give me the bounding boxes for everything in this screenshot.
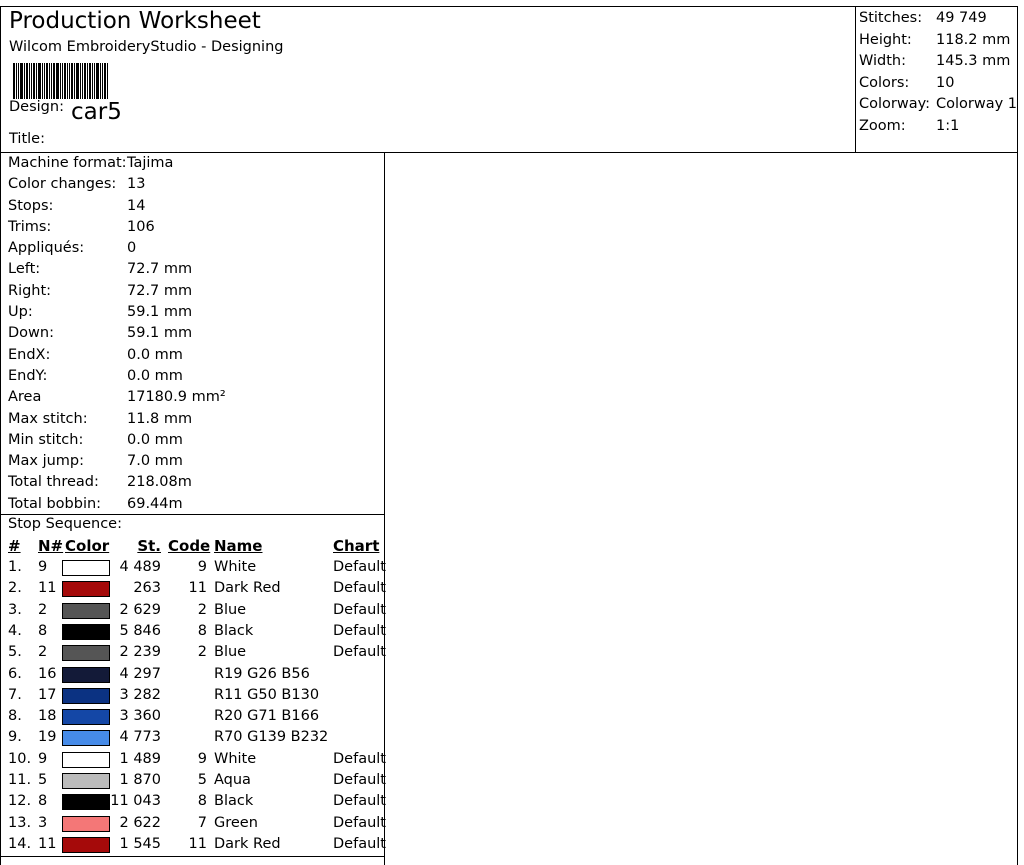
machine-stats-panel (0, 153, 385, 515)
header-code: Code (168, 537, 211, 555)
header-needle: N# (38, 537, 64, 555)
barcode-bar (62, 63, 63, 99)
stitch-count: 1 870 (119, 772, 161, 788)
stitch-count: 2 629 (119, 601, 161, 618)
stop-row (1, 685, 385, 706)
stat-value: Tajima (127, 155, 174, 171)
summary-row (859, 94, 1017, 116)
thread-name: White (214, 750, 257, 767)
thread-name: Dark Red (214, 580, 281, 597)
thread-name: R19 G26 B56 (214, 665, 310, 682)
thread-name: Aqua (214, 772, 251, 788)
barcode-bar (94, 63, 95, 99)
barcode-bar (96, 63, 99, 99)
needle-number: 3 (38, 814, 48, 831)
barcode-bar (69, 63, 70, 99)
stop-row (1, 749, 385, 770)
thread-chart: Default (333, 835, 386, 852)
thread-name: Green (214, 814, 258, 831)
stop-row (1, 600, 385, 621)
stop-row (1, 813, 385, 834)
design-preview-area (385, 153, 1018, 865)
thread-code: 2 (197, 601, 207, 618)
barcode-bar (64, 63, 66, 99)
thread-name: Black (214, 622, 254, 639)
stat-label: Down: (8, 325, 54, 342)
stat-row (1, 196, 384, 217)
stat-value: 17180.9 mm² (127, 389, 226, 406)
stat-value: 13 (127, 176, 146, 193)
stitch-count: 4 489 (119, 559, 161, 575)
barcode-bar (26, 63, 28, 99)
barcode-bar (20, 63, 23, 99)
color-swatch (62, 794, 110, 810)
thread-chart: Default (333, 622, 386, 639)
stat-label: Right: (8, 282, 52, 299)
needle-number: 18 (38, 708, 57, 725)
worksheet-header (0, 6, 1018, 153)
stat-value: 14 (127, 197, 146, 214)
summary-label: Height: (859, 31, 912, 48)
thread-code: 11 (188, 835, 207, 852)
stat-label: Up: (8, 304, 33, 321)
stop-row (1, 770, 385, 791)
stat-row (1, 345, 384, 366)
stat-row (1, 472, 384, 493)
app-subtitle: Wilcom EmbroideryStudio - Designing (9, 39, 284, 55)
summary-row (859, 8, 987, 30)
stop-number: 3. (8, 601, 22, 618)
stop-row (1, 664, 385, 685)
color-swatch (62, 752, 110, 768)
thread-code: 9 (197, 559, 207, 575)
stop-number: 1. (8, 559, 22, 575)
stat-label: Min stitch: (8, 431, 84, 448)
stitch-count: 3 282 (119, 686, 161, 703)
barcode-bar (82, 63, 83, 99)
color-swatch (62, 581, 110, 597)
stat-row (1, 323, 384, 344)
needle-number: 8 (38, 622, 48, 639)
needle-number: 16 (38, 665, 57, 682)
stat-row (1, 174, 384, 195)
color-swatch (62, 645, 110, 661)
header-color: Color (65, 537, 110, 555)
summary-value: 145.3 mm (936, 53, 1011, 69)
barcode-bar (67, 63, 68, 99)
page-title: Production Worksheet (9, 8, 261, 34)
barcode-bar (102, 63, 103, 99)
stop-number: 4. (8, 622, 22, 639)
barcode-bar (33, 63, 35, 99)
page-bottom-edge (0, 857, 385, 865)
stitch-count: 1 545 (119, 835, 161, 852)
header-stitches: St. (137, 537, 161, 555)
summary-label: Colorway: (859, 96, 931, 112)
color-swatch (62, 730, 110, 746)
stop-row (1, 557, 385, 578)
summary-row (859, 73, 954, 95)
stat-label: Color changes: (8, 176, 117, 193)
thread-code: 8 (197, 793, 207, 810)
barcode-bar (71, 63, 73, 99)
barcode-bar (49, 63, 50, 99)
header-chart: Chart (333, 537, 380, 555)
color-swatch (62, 688, 110, 704)
thread-chart: Default (333, 793, 386, 810)
thread-name: White (214, 559, 257, 575)
thread-chart: Default (333, 814, 386, 831)
barcode-bar (104, 63, 106, 99)
color-swatch (62, 773, 110, 789)
color-swatch (62, 624, 110, 640)
needle-number: 9 (38, 559, 48, 575)
color-swatch (62, 667, 110, 683)
stat-label: Appliqués: (8, 240, 85, 257)
thread-name: R11 G50 B130 (214, 686, 320, 703)
summary-label: Width: (859, 53, 907, 69)
thread-chart: Default (333, 601, 386, 618)
stitch-count: 11 043 (110, 793, 161, 810)
stop-sequence-panel (0, 515, 385, 857)
stat-label: EndX: (8, 346, 51, 363)
summary-panel (855, 7, 1018, 152)
stat-label: Left: (8, 261, 41, 278)
barcode-bar (16, 63, 17, 99)
barcode-bar (13, 63, 15, 99)
stat-value: 0.0 mm (127, 431, 183, 448)
stat-row (1, 494, 384, 515)
barcode-bar (24, 63, 25, 99)
stat-row (1, 430, 384, 451)
needle-number: 11 (38, 835, 57, 852)
thread-name: R20 G71 B166 (214, 708, 320, 725)
stat-value: 0.0 mm (127, 346, 183, 363)
needle-number: 5 (38, 772, 48, 788)
stat-row (1, 153, 384, 174)
stat-value: 69.44m (127, 495, 183, 512)
stat-value: 72.7 mm (127, 282, 193, 299)
stitch-count: 4 773 (119, 729, 161, 746)
barcode-bar (29, 63, 30, 99)
stat-value: 106 (127, 218, 155, 235)
color-swatch (62, 709, 110, 725)
color-swatch (62, 603, 110, 619)
stop-number: 6. (8, 665, 22, 682)
stat-value: 59.1 mm (127, 304, 193, 321)
stat-label: EndY: (8, 367, 48, 384)
stat-row (1, 387, 384, 408)
stop-row (1, 621, 385, 642)
stat-row (1, 281, 384, 302)
color-swatch (62, 816, 110, 832)
barcode-bar (42, 63, 43, 99)
thread-name: Dark Red (214, 835, 281, 852)
needle-number: 9 (38, 750, 48, 767)
stop-row (1, 727, 385, 748)
color-swatch (62, 560, 110, 576)
stat-value: 72.7 mm (127, 261, 193, 278)
stat-value: 218.08m (127, 474, 192, 491)
stat-row (1, 238, 384, 259)
stat-row (1, 302, 384, 323)
barcode-bar (84, 63, 86, 99)
stop-number: 12. (8, 793, 32, 810)
stat-value: 11.8 mm (127, 410, 193, 427)
thread-code: 8 (197, 622, 207, 639)
stat-row (1, 217, 384, 238)
barcode-bar (87, 63, 88, 99)
stat-value: 0 (127, 240, 137, 257)
barcode-bar (107, 63, 108, 99)
summary-value: 49 749 (936, 10, 987, 26)
stat-row (1, 259, 384, 280)
barcode-bar (38, 63, 41, 99)
stop-number: 13. (8, 814, 32, 831)
stat-value: 0.0 mm (127, 367, 183, 384)
stat-label: Machine format: (8, 155, 127, 171)
thread-name: Black (214, 793, 254, 810)
summary-value: 1:1 (936, 117, 960, 134)
thread-code: 7 (197, 814, 207, 831)
stitch-count: 5 846 (119, 622, 161, 639)
design-label: Design: (9, 99, 64, 115)
needle-number: 2 (38, 644, 48, 661)
stop-number: 5. (8, 644, 22, 661)
stat-row (1, 451, 384, 472)
needle-number: 19 (38, 729, 57, 746)
needle-number: 8 (38, 793, 48, 810)
stop-number: 2. (8, 580, 22, 597)
stitch-count: 4 297 (119, 665, 161, 682)
barcode-bar (56, 63, 59, 99)
stop-number: 11. (8, 772, 32, 788)
stop-row (1, 578, 385, 599)
thread-name: R70 G139 B232 (214, 729, 329, 746)
barcode-bar (74, 63, 75, 99)
stat-label: Max stitch: (8, 410, 88, 427)
barcode-bar (53, 63, 55, 99)
thread-name: Blue (214, 644, 247, 661)
thread-chart: Default (333, 559, 386, 575)
barcode-bar (92, 63, 93, 99)
stop-number: 9. (8, 729, 22, 746)
stop-sequence-title: Stop Sequence: (8, 516, 122, 532)
summary-value: 10 (936, 74, 955, 91)
barcode-bar (46, 63, 48, 99)
stat-label: Total thread: (8, 474, 99, 491)
summary-label: Stitches: (859, 10, 923, 26)
stop-number: 10. (8, 750, 32, 767)
stitch-count: 1 489 (119, 750, 161, 767)
stat-label: Area (8, 389, 42, 406)
barcode-bar (100, 63, 101, 99)
barcode-bar (76, 63, 79, 99)
design-name: car5 (71, 99, 122, 125)
color-swatch (62, 837, 110, 853)
stat-value: 7.0 mm (127, 453, 183, 470)
barcode-bar (80, 63, 81, 99)
stop-number: 7. (8, 686, 22, 703)
thread-chart: Default (333, 580, 386, 597)
title-label: Title: (9, 131, 45, 147)
summary-value: 118.2 mm (936, 31, 1011, 48)
stop-number: 8. (8, 708, 22, 725)
needle-number: 11 (38, 580, 57, 597)
stop-sequence-header (1, 536, 385, 557)
stop-row (1, 791, 385, 812)
barcode-bar (89, 63, 91, 99)
summary-row (859, 30, 1010, 52)
thread-code: 2 (197, 644, 207, 661)
stitch-count: 263 (133, 580, 161, 597)
stop-number: 14. (8, 835, 32, 852)
stitch-count: 2 239 (119, 644, 161, 661)
thread-chart: Default (333, 644, 386, 661)
stat-row (1, 366, 384, 387)
needle-number: 2 (38, 601, 48, 618)
summary-row (859, 116, 959, 138)
thread-code: 9 (197, 750, 207, 767)
stitch-count: 3 360 (119, 708, 161, 725)
thread-code: 11 (188, 580, 207, 597)
stat-value: 59.1 mm (127, 325, 193, 342)
barcode-bar (60, 63, 61, 99)
stat-row (1, 409, 384, 430)
stat-label: Trims: (8, 218, 52, 235)
stitch-count: 2 622 (119, 814, 161, 831)
thread-chart: Default (333, 772, 386, 788)
thread-code: 5 (197, 772, 207, 788)
barcode-image (13, 63, 113, 99)
stat-label: Total bobbin: (8, 495, 102, 512)
barcode-bar (31, 63, 32, 99)
barcode-bar (36, 63, 37, 99)
stat-label: Max jump: (8, 453, 85, 470)
stat-label: Stops: (8, 197, 54, 214)
summary-label: Colors: (859, 74, 910, 91)
summary-row (859, 51, 1010, 73)
header-name: Name (214, 537, 263, 555)
stop-row (1, 706, 385, 727)
barcode-bar (18, 63, 19, 99)
summary-value: Colorway 1 (936, 96, 1018, 112)
barcode-bar (51, 63, 52, 99)
needle-number: 17 (38, 686, 57, 703)
header-num: # (8, 537, 21, 555)
stop-row (1, 834, 385, 855)
stop-row (1, 642, 385, 663)
thread-chart: Default (333, 750, 386, 767)
summary-label: Zoom: (859, 117, 906, 134)
barcode-bar (44, 63, 45, 99)
thread-name: Blue (214, 601, 247, 618)
